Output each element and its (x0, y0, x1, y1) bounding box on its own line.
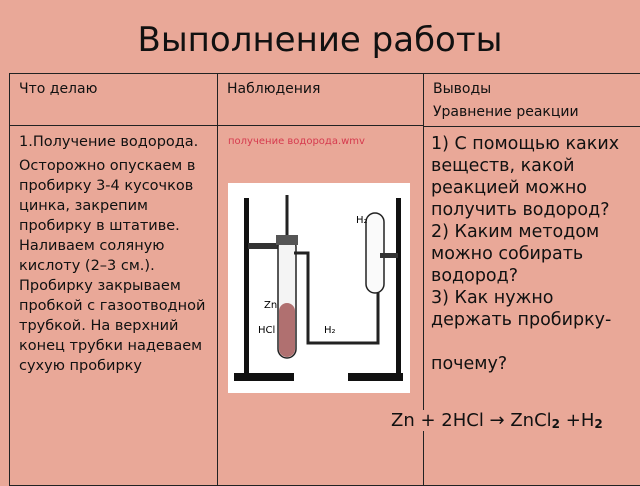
equation-sub-1: 2 (552, 417, 560, 431)
question-3: 3) Как нужно держать пробирку- (431, 287, 636, 331)
stopper (276, 235, 298, 245)
stand-base-right (348, 373, 403, 381)
stand-rod-left (244, 198, 249, 376)
stand-rod-right (396, 198, 401, 376)
reaction-equation (389, 410, 605, 431)
header-cell-observations (218, 74, 424, 126)
step-text: Осторожно опускаем в пробирку 3-4 кусочков цинка, закрепим пробирку в штативе. Наливаем соляную кислоту (2–3 см.). Пробирку закрываем пробкой с газоотводной трубкой. На верхний конец трубки надеваем сухую пробирку (19, 156, 211, 376)
slide-title: Выполнение работы (0, 20, 640, 60)
label-h2-gas: H₂ (324, 325, 336, 336)
video-link[interactable]: получение водорода.wmv (218, 126, 423, 147)
step-title: 1.Получение водорода. (19, 132, 211, 152)
header-equation: Уравнение реакции (433, 103, 633, 122)
label-zn: Zn (264, 300, 277, 311)
label-hcl: HCl (258, 325, 275, 336)
label-h2-tube: H₂ (356, 215, 368, 226)
equation-left: Zn + 2HCl → ZnCl (391, 410, 552, 431)
procedure-cell (10, 126, 218, 486)
equation-mid: +H (560, 410, 594, 431)
header-observations: Наблюдения (218, 74, 423, 99)
header-actions: Что делаю (10, 74, 217, 99)
equation-sub-2: 2 (594, 417, 602, 431)
apparatus-drawing (228, 183, 410, 393)
header-cell-actions (10, 74, 218, 126)
question-3-cont: почему? (431, 353, 636, 375)
question-2: 2) Каким методом можно собирать водород? (431, 221, 636, 287)
question-1: 1) С помощью каких веществ, какой реакцией можно получить водород? (431, 133, 636, 221)
acid-liquid (279, 303, 295, 357)
header-conclusions: Выводы (433, 80, 633, 99)
stand-base-left (234, 373, 294, 381)
hydrogen-apparatus-illustration (228, 183, 410, 393)
